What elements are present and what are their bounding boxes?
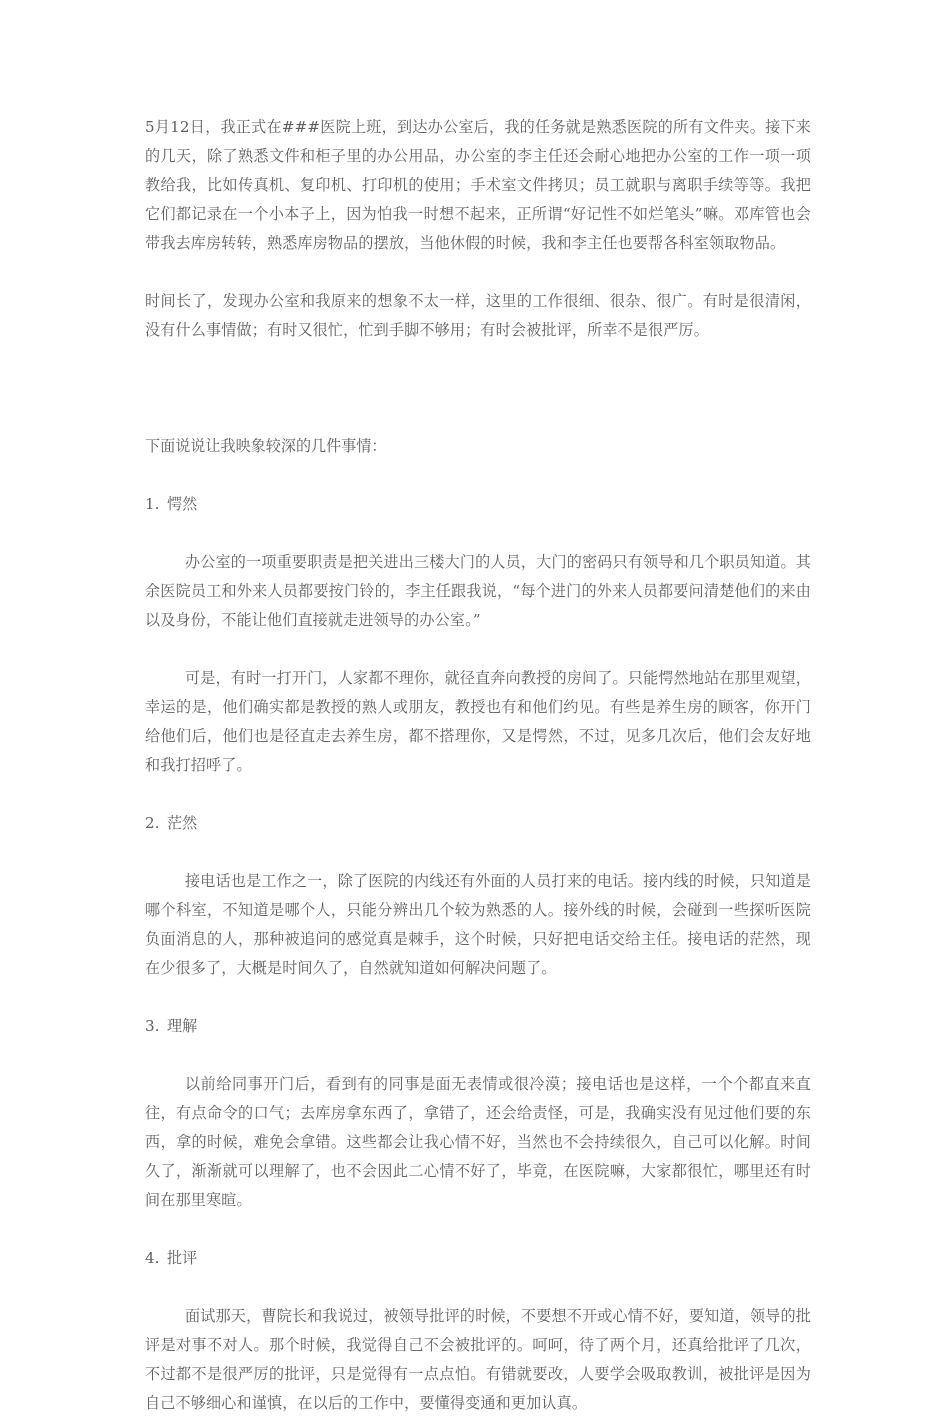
section-4-paragraph-1: 面试那天，曹院长和我说过，被领导批评的时候，不要想不开或心情不好，要知道，领导的批评是对事不对人。那个时候，我觉得自己不会被批评的。呵呵，待了两个月，还真给批评了几次，不过都不是很严厉的批评，只是觉得有一点点怕。有错就要改，人要学会吸取教训，被批评是因为自己不够细心和谨慎，在以后的工作中，要懂得变通和更加认真。	[145, 1307, 811, 1412]
section-title-1: 愕然	[167, 495, 198, 513]
intro-paragraph-2: 时间长了，发现办公室和我原来的想象不太一样，这里的工作很细、很杂、很广。有时是很清闲，没有什么事情做；有时又很忙，忙到手脚不够用；有时会被批评，所幸不是很严厉。	[145, 292, 811, 339]
section-heading-3	[145, 1012, 811, 1041]
intro-paragraph-1: 5月12日，我正式在###医院上班，到达办公室后，我的任务就是熟悉医院的所有文件夹。接下来的几天，除了熟悉文件和柜子里的办公用品，办公室的李主任还会耐心地把办公室的工作一项一项教给我，比如传真机、复印机、打印机的使用；手术室文件拷贝；员工就职与离职手续等等。我把它们都记录在一个小本子上，因为怕我一时想不起来，正所谓“好记性不如烂笔头”嘛。邓库管也会带我去库房转转，熟悉库房物品的摆放，当他休假的时候，我和李主任也要帮各科室领取物品。	[145, 118, 811, 252]
section-2-paragraph-1: 接电话也是工作之一，除了医院的内线还有外面的人员打来的电话。接内线的时候，只知道是哪个科室，不知道是哪个人，只能分辨出几个较为熟悉的人。接外线的时候，会碰到一些探听医院负面消息的人，那种被追问的感觉真是棘手，这个时候，只好把电话交给主任。接电话的茫然，现在少很多了，大概是时间久了，自然就知道如何解决问题了。	[145, 872, 811, 977]
section-1-paragraph-1: 办公室的一项重要职责是把关进出三楼大门的人员，大门的密码只有领导和几个职员知道。其余医院员工和外来人员都要按门铃的，李主任跟我说，“每个进门的外来人员都要问清楚他们的来由以及身份，不能让他们直接就走进领导的办公室。”	[145, 553, 811, 629]
section-3-paragraph-1: 以前给同事开门后，看到有的同事是面无表情或很冷漠；接电话也是这样，一个个都直来直往，有点命令的口气；去库房拿东西了，拿错了，还会给责怪，可是，我确实没有见过他们要的东西，拿的时候，难免会拿错。这些都会让我心情不好，当然也不会持续很久，自己可以化解。时间久了，渐渐就可以理解了，也不会因此二心情不好了，毕竟，在医院嘛，大家都很忙，哪里还有时间在那里寒暄。	[145, 1075, 811, 1209]
lead-in-line: 下面说说让我映象较深的几件事情：	[145, 437, 387, 455]
section-number-1: 1.	[145, 495, 160, 513]
section-1-paragraph-2: 可是，有时一打开门，人家都不理你，就径直奔向教授的房间了。只能愕然地站在那里观望，幸运的是，他们确实都是教授的熟人或朋友，教授也有和他们约见。有些是养生房的顾客，你开门给他们后，他们也是径直走去养生房，都不搭理你，又是愕然，不过，见多几次后，他们会友好地和我打招呼了。	[145, 669, 811, 774]
section-heading-2	[145, 809, 811, 838]
section-heading-1	[145, 490, 811, 519]
section-title-4: 批评	[167, 1249, 198, 1267]
document-body	[145, 113, 811, 1418]
section-heading-4	[145, 1244, 811, 1273]
section-number-4: 4.	[145, 1249, 160, 1267]
section-number-2: 2.	[145, 814, 160, 832]
section-title-3: 理解	[167, 1017, 198, 1035]
section-title-2: 茫然	[167, 814, 198, 832]
section-number-3: 3.	[145, 1017, 160, 1035]
